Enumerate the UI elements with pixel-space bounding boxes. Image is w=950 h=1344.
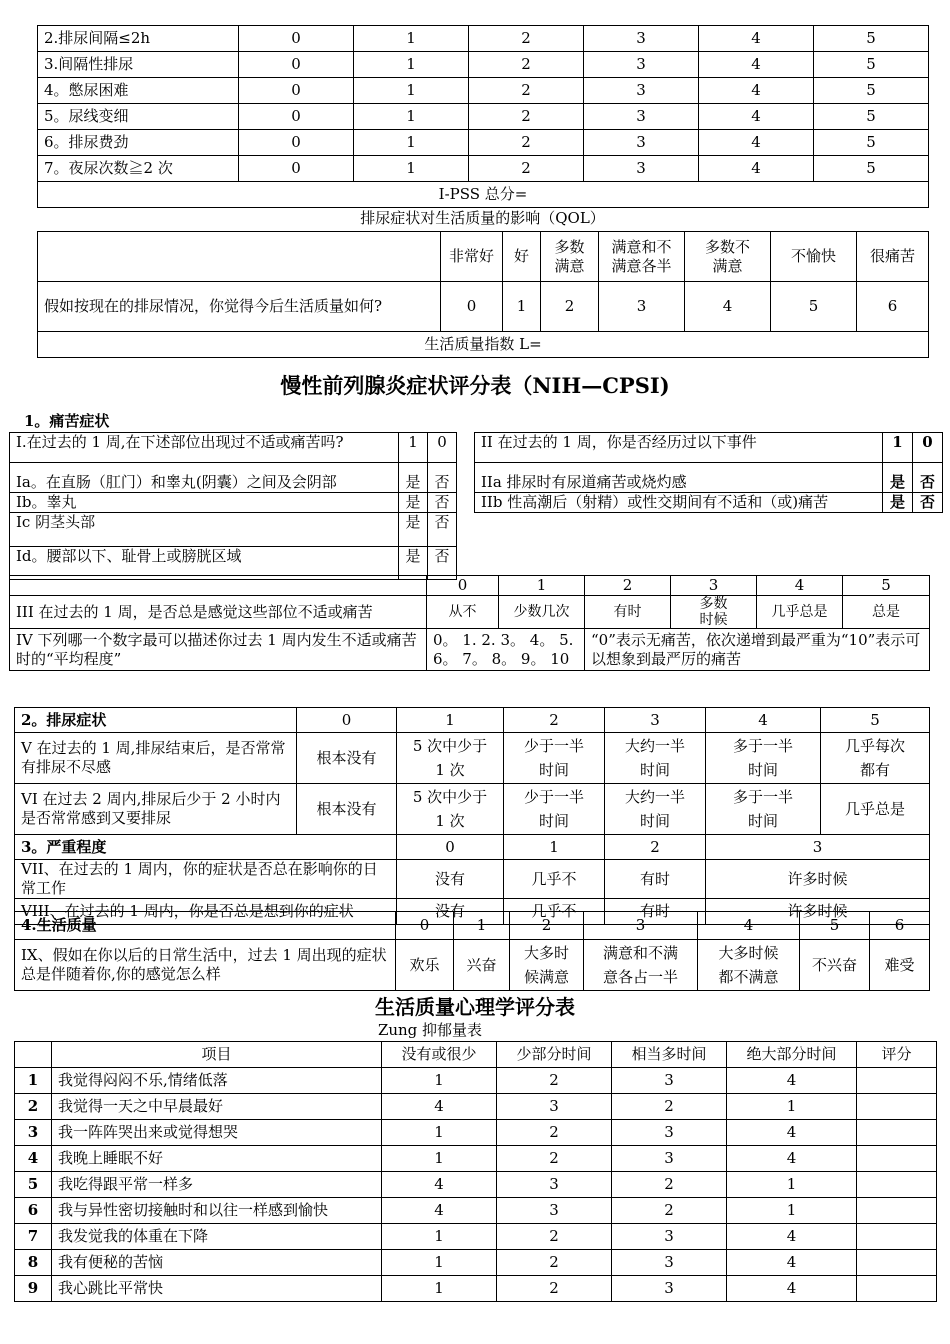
zung-row [15,1068,937,1094]
zung-score: 2 [497,1146,612,1172]
q1-h1: 1 [399,433,428,463]
q2-item [475,463,943,493]
q9-scale-value: 4 [698,912,800,940]
severity-scale-value: 2 [605,835,706,860]
ipss-score: 4 [699,26,814,52]
severity-scale-value: 1 [504,835,605,860]
zung-table [14,1041,937,1302]
q5-scale-value: 4 [706,708,821,733]
ipss-score: 4 [699,156,814,182]
q4-numbers: 0。 1. 2. 3。 4。 5. 6。 7。 8。 9。 10 [427,629,585,671]
q5-option: 多于一半 时间 [706,733,821,784]
ipss-score: 5 [814,130,929,156]
ipss-total: I-PSS 总分= [38,182,929,208]
q6-option: 大约一半 时间 [605,784,706,835]
q5-scale-value: 3 [605,708,706,733]
ipss-score: 1 [354,130,469,156]
q1-item-text: Ia。在直肠（肛门）和睾丸(阴囊）之间及会阴部 [10,463,399,493]
zung-score: 3 [497,1094,612,1120]
zung-rating[interactable] [857,1146,937,1172]
nih-title: 慢性前列腺炎症状评分表（NIH—CPSI) [280,373,670,398]
q1-yes: 是 [399,513,428,547]
zung-item: 我一阵阵哭出来或觉得想哭 [52,1120,382,1146]
zung-row [15,1276,937,1302]
q6-label: VI 在过去 2 周内,排尿后少于 2 小时内是否常常感到又要排尿 [15,784,297,835]
zung-row [15,1120,937,1146]
q7-label: VII、在过去的 1 周内，你的症状是否总在影响你的日常工作 [15,860,397,899]
zung-score: 2 [612,1198,727,1224]
zung-row [15,1250,937,1276]
q8-option: 有时 [605,899,706,925]
zung-header: 绝大部分时间 [727,1042,857,1068]
q6-option: 几乎总是 [821,784,930,835]
zung-header [15,1042,52,1068]
ipss-table [37,25,929,208]
zung-score: 3 [612,1276,727,1302]
q9-scale-value: 3 [584,912,698,940]
q9-label: IX、假如在你以后的日常生活中，过去 1 周出现的症状总是伴随着你,你的感觉怎么样 [15,940,396,991]
qol-table [37,231,929,358]
q8-option: 没有 [397,899,504,925]
qol-score: 0 [441,282,503,332]
zung-score: 4 [727,1146,857,1172]
zung-rating[interactable] [857,1198,937,1224]
ipss-score: 4 [699,78,814,104]
q3-option: 多数 时候 [671,596,757,629]
zung-score: 2 [497,1250,612,1276]
zung-score: 4 [382,1172,497,1198]
q1-item-text: Ib。睾丸 [10,493,399,513]
zung-item: 我发觉我的体重在下降 [52,1224,382,1250]
q5-option: 少于一半 时间 [504,733,605,784]
zung-header: 相当多时间 [612,1042,727,1068]
severity-scale-value: 3 [706,835,930,860]
q7-option: 几乎不 [504,860,605,899]
qol-score: 3 [599,282,685,332]
zung-item: 我晚上睡眠不好 [52,1146,382,1172]
zung-item: 我觉得一天之中早晨最好 [52,1094,382,1120]
q5-scale-value: 5 [821,708,930,733]
qol-score: 4 [685,282,771,332]
q6-option: 少于一半 时间 [504,784,605,835]
zung-row [15,1224,937,1250]
zung-score: 4 [727,1276,857,1302]
zung-number: 3 [15,1120,52,1146]
ipss-score: 2 [469,26,584,52]
section-qol: 4.生活质量 [15,912,396,940]
q9-option: 大多时 候满意 [510,940,584,991]
q3-option: 几乎总是 [757,596,843,629]
ipss-score: 5 [814,104,929,130]
q2-label: II 在过去的 1 周，你是否经历过以下事件 [475,433,883,463]
zung-score: 1 [727,1172,857,1198]
q5-option: 大约一半 时间 [605,733,706,784]
urination-table [14,707,930,925]
q2-no: 否 [913,463,943,493]
ipss-item: 6。排尿费劲 [38,130,239,156]
zung-score: 1 [727,1198,857,1224]
zung-score: 1 [382,1224,497,1250]
ipss-score: 5 [814,156,929,182]
qol-caption: 排尿症状对生活质量的影响（QOL） [360,209,605,227]
q6-option: 多于一半 时间 [706,784,821,835]
q2-no: 否 [913,493,943,513]
zung-score: 3 [497,1172,612,1198]
q2-item-text: IIb 性高潮后（射精）或性交期间有不适和（或)痛苦 [475,493,883,513]
ipss-item: 5。尿线变细 [38,104,239,130]
zung-row [15,1172,937,1198]
zung-score: 4 [727,1250,857,1276]
q2-h0: 0 [913,433,943,463]
q1-yes: 是 [399,463,428,493]
q7-option: 有时 [605,860,706,899]
zung-header: 没有或很少 [382,1042,497,1068]
ipss-score: 2 [469,104,584,130]
ipss-score: 0 [239,26,354,52]
q1-no: 否 [428,547,457,580]
qol-nih-table [14,911,930,991]
ipss-item: 3.间隔性排尿 [38,52,239,78]
ipss-row [38,104,929,130]
qol-header: 满意和不 满意各半 [599,232,685,282]
zung-item: 我觉得闷闷不乐,情绪低落 [52,1068,382,1094]
ipss-score: 5 [814,78,929,104]
ipss-score: 3 [584,78,699,104]
q5-label: V 在过去的 1 周,排尿结束后，是否常常有排尿不尽感 [15,733,297,784]
qol-header: 很痛苦 [857,232,929,282]
zung-score: 2 [497,1120,612,1146]
qol-question: 假如按现在的排尿情况，你觉得今后生活质量如何? [38,282,441,332]
zung-row [15,1146,937,1172]
zung-number: 2 [15,1094,52,1120]
q3-scale-value: 1 [499,576,585,596]
ipss-item: 4。憋尿困难 [38,78,239,104]
q5-option: 5 次中少于 1 次 [397,733,504,784]
q1-no: 否 [428,513,457,547]
q1-item [10,493,457,513]
q2-item [475,493,943,513]
ipss-row [38,26,929,52]
q1-yes: 是 [399,493,428,513]
q4-label: IV 下列哪一个数字最可以描述你过去 1 周内发生不适或痛苦时的“平均程度” [10,629,427,671]
zung-rating[interactable] [857,1094,937,1120]
ipss-score: 0 [239,104,354,130]
qol-blank [38,232,441,282]
ipss-row [38,130,929,156]
q3-scale-value: 2 [585,576,671,596]
q3-label: III 在过去的 1 周，是否总是感觉这些部位不适或痛苦 [10,596,427,629]
q2-h1: 1 [883,433,913,463]
zung-score: 1 [382,1068,497,1094]
zung-score: 3 [612,1120,727,1146]
zung-rating[interactable] [857,1120,937,1146]
qol-header: 不愉快 [771,232,857,282]
section-pain: 1。痛苦症状 [24,412,110,430]
zung-row [15,1198,937,1224]
q9-option: 兴奋 [454,940,510,991]
ipss-score: 2 [469,156,584,182]
ipss-score: 0 [239,52,354,78]
q5-option: 几乎每次 都有 [821,733,930,784]
ipss-score: 4 [699,52,814,78]
qol-header: 多数不 满意 [685,232,771,282]
q1-label: I.在过去的 1 周,在下述部位出现过不适或痛苦吗? [10,433,399,463]
ipss-score: 1 [354,26,469,52]
q9-scale-value: 5 [800,912,870,940]
q6-option: 根本没有 [297,784,397,835]
qol-header: 好 [503,232,541,282]
zung-score: 1 [382,1250,497,1276]
q8-option: 许多时候 [706,899,930,925]
zung-score: 2 [497,1276,612,1302]
q9-scale-value: 2 [510,912,584,940]
zung-score: 1 [382,1276,497,1302]
q1-item [10,513,457,547]
zung-score: 1 [382,1146,497,1172]
zung-score: 4 [382,1094,497,1120]
q2-yes: 是 [883,463,913,493]
qol-header: 多数 满意 [541,232,599,282]
zung-rating[interactable] [857,1250,937,1276]
zung-number: 9 [15,1276,52,1302]
q3-scale-value: 4 [757,576,843,596]
zung-score: 3 [612,1224,727,1250]
ipss-score: 3 [584,156,699,182]
q3-option: 总是 [843,596,930,629]
qol-score: 5 [771,282,857,332]
zung-score: 2 [612,1172,727,1198]
zung-rating[interactable] [857,1172,937,1198]
q9-option: 大多时候 都不满意 [698,940,800,991]
q1-h0: 0 [428,433,457,463]
zung-score: 2 [497,1068,612,1094]
q1-item [10,463,457,493]
ipss-score: 4 [699,130,814,156]
q1-item-text: Ic 阴茎头部 [10,513,399,547]
zung-number: 4 [15,1146,52,1172]
ipss-score: 2 [469,78,584,104]
zung-rating[interactable] [857,1224,937,1250]
ipss-score: 1 [354,156,469,182]
qol-index: 生活质量指数 L= [38,332,929,358]
ipss-score: 0 [239,156,354,182]
ipss-score: 5 [814,26,929,52]
q6-option: 5 次中少于 1 次 [397,784,504,835]
zung-score: 3 [612,1068,727,1094]
zung-subtitle: Zung 抑郁量表 [377,1021,483,1039]
ipss-score: 4 [699,104,814,130]
zung-item: 我有便秘的苦恼 [52,1250,382,1276]
qol-score: 6 [857,282,929,332]
q4-note: “0”表示无痛苦，依次递增到最严重为“10”表示可以想象到最严厉的痛苦 [585,629,930,671]
ipss-score: 2 [469,52,584,78]
q1-item-text: Id。腰部以下、耻骨上或膀胱区域 [10,547,399,580]
ipss-score: 3 [584,104,699,130]
section-severity: 3。严重程度 [15,835,397,860]
zung-header: 少部分时间 [497,1042,612,1068]
q1-yes: 是 [399,547,428,580]
q2-table [474,432,943,513]
q9-option: 满意和不满 意各占一半 [584,940,698,991]
zung-score: 2 [497,1224,612,1250]
ipss-score: 0 [239,78,354,104]
zung-score: 1 [382,1120,497,1146]
zung-number: 8 [15,1250,52,1276]
q3-option: 有时 [585,596,671,629]
ipss-row [38,52,929,78]
q2-yes: 是 [883,493,913,513]
q9-option: 难受 [870,940,930,991]
ipss-row [38,78,929,104]
q5-option: 根本没有 [297,733,397,784]
zung-number: 1 [15,1068,52,1094]
q1-no: 否 [428,463,457,493]
zung-rating[interactable] [857,1068,937,1094]
q9-scale-value: 1 [454,912,510,940]
ipss-score: 5 [814,52,929,78]
q9-scale-value: 6 [870,912,930,940]
q7-option: 许多时候 [706,860,930,899]
ipss-score: 3 [584,26,699,52]
q3-option: 少数几次 [499,596,585,629]
ipss-item: 2.排尿间隔≤2h [38,26,239,52]
q3-scale-value: 5 [843,576,930,596]
zung-item: 我吃得跟平常一样多 [52,1172,382,1198]
ipss-score: 2 [469,130,584,156]
q1-no: 否 [428,493,457,513]
qol-score: 2 [541,282,599,332]
zung-header: 评分 [857,1042,937,1068]
ipss-score: 1 [354,52,469,78]
ipss-score: 3 [584,52,699,78]
zung-score: 3 [612,1250,727,1276]
zung-item: 我与异性密切接触时和以往一样感到愉快 [52,1198,382,1224]
q3q4-table [9,575,930,671]
zung-score: 3 [497,1198,612,1224]
qol-header: 非常好 [441,232,503,282]
q3-option: 从不 [427,596,499,629]
q3-scale-value: 0 [427,576,499,596]
q9-option: 不兴奋 [800,940,870,991]
zung-row [15,1094,937,1120]
ipss-row [38,156,929,182]
q5-scale-value: 2 [504,708,605,733]
zung-number: 7 [15,1224,52,1250]
severity-scale-value: 0 [397,835,504,860]
q5-scale-value: 1 [397,708,504,733]
zung-rating[interactable] [857,1276,937,1302]
q7-option: 没有 [397,860,504,899]
zung-score: 4 [382,1198,497,1224]
q9-option: 欢乐 [396,940,454,991]
q9-scale-value: 0 [396,912,454,940]
ipss-score: 0 [239,130,354,156]
zung-number: 5 [15,1172,52,1198]
zung-score: 4 [727,1068,857,1094]
zung-number: 6 [15,1198,52,1224]
ipss-item: 7。夜尿次数≧2 次 [38,156,239,182]
ipss-score: 3 [584,130,699,156]
zung-score: 2 [612,1094,727,1120]
q8-label: VIII、在过去的 1 周内，你是否总是想到你的症状 [15,899,397,925]
qol-score: 1 [503,282,541,332]
zung-score: 1 [727,1094,857,1120]
q3-scale-value: 3 [671,576,757,596]
q1-table [9,432,457,580]
section-urination: 2。排尿症状 [15,708,297,733]
q8-option: 几乎不 [504,899,605,925]
zung-score: 3 [612,1146,727,1172]
zung-header: 项目 [52,1042,382,1068]
zung-score: 4 [727,1224,857,1250]
q5-scale-value: 0 [297,708,397,733]
q3-scale-blank [10,576,427,596]
zung-score: 4 [727,1120,857,1146]
q2-item-text: IIa 排尿时有尿道痛苦或烧灼感 [475,463,883,493]
zung-title: 生活质量心理学评分表 [375,995,575,1019]
ipss-score: 1 [354,104,469,130]
zung-item: 我心跳比平常快 [52,1276,382,1302]
ipss-score: 1 [354,78,469,104]
